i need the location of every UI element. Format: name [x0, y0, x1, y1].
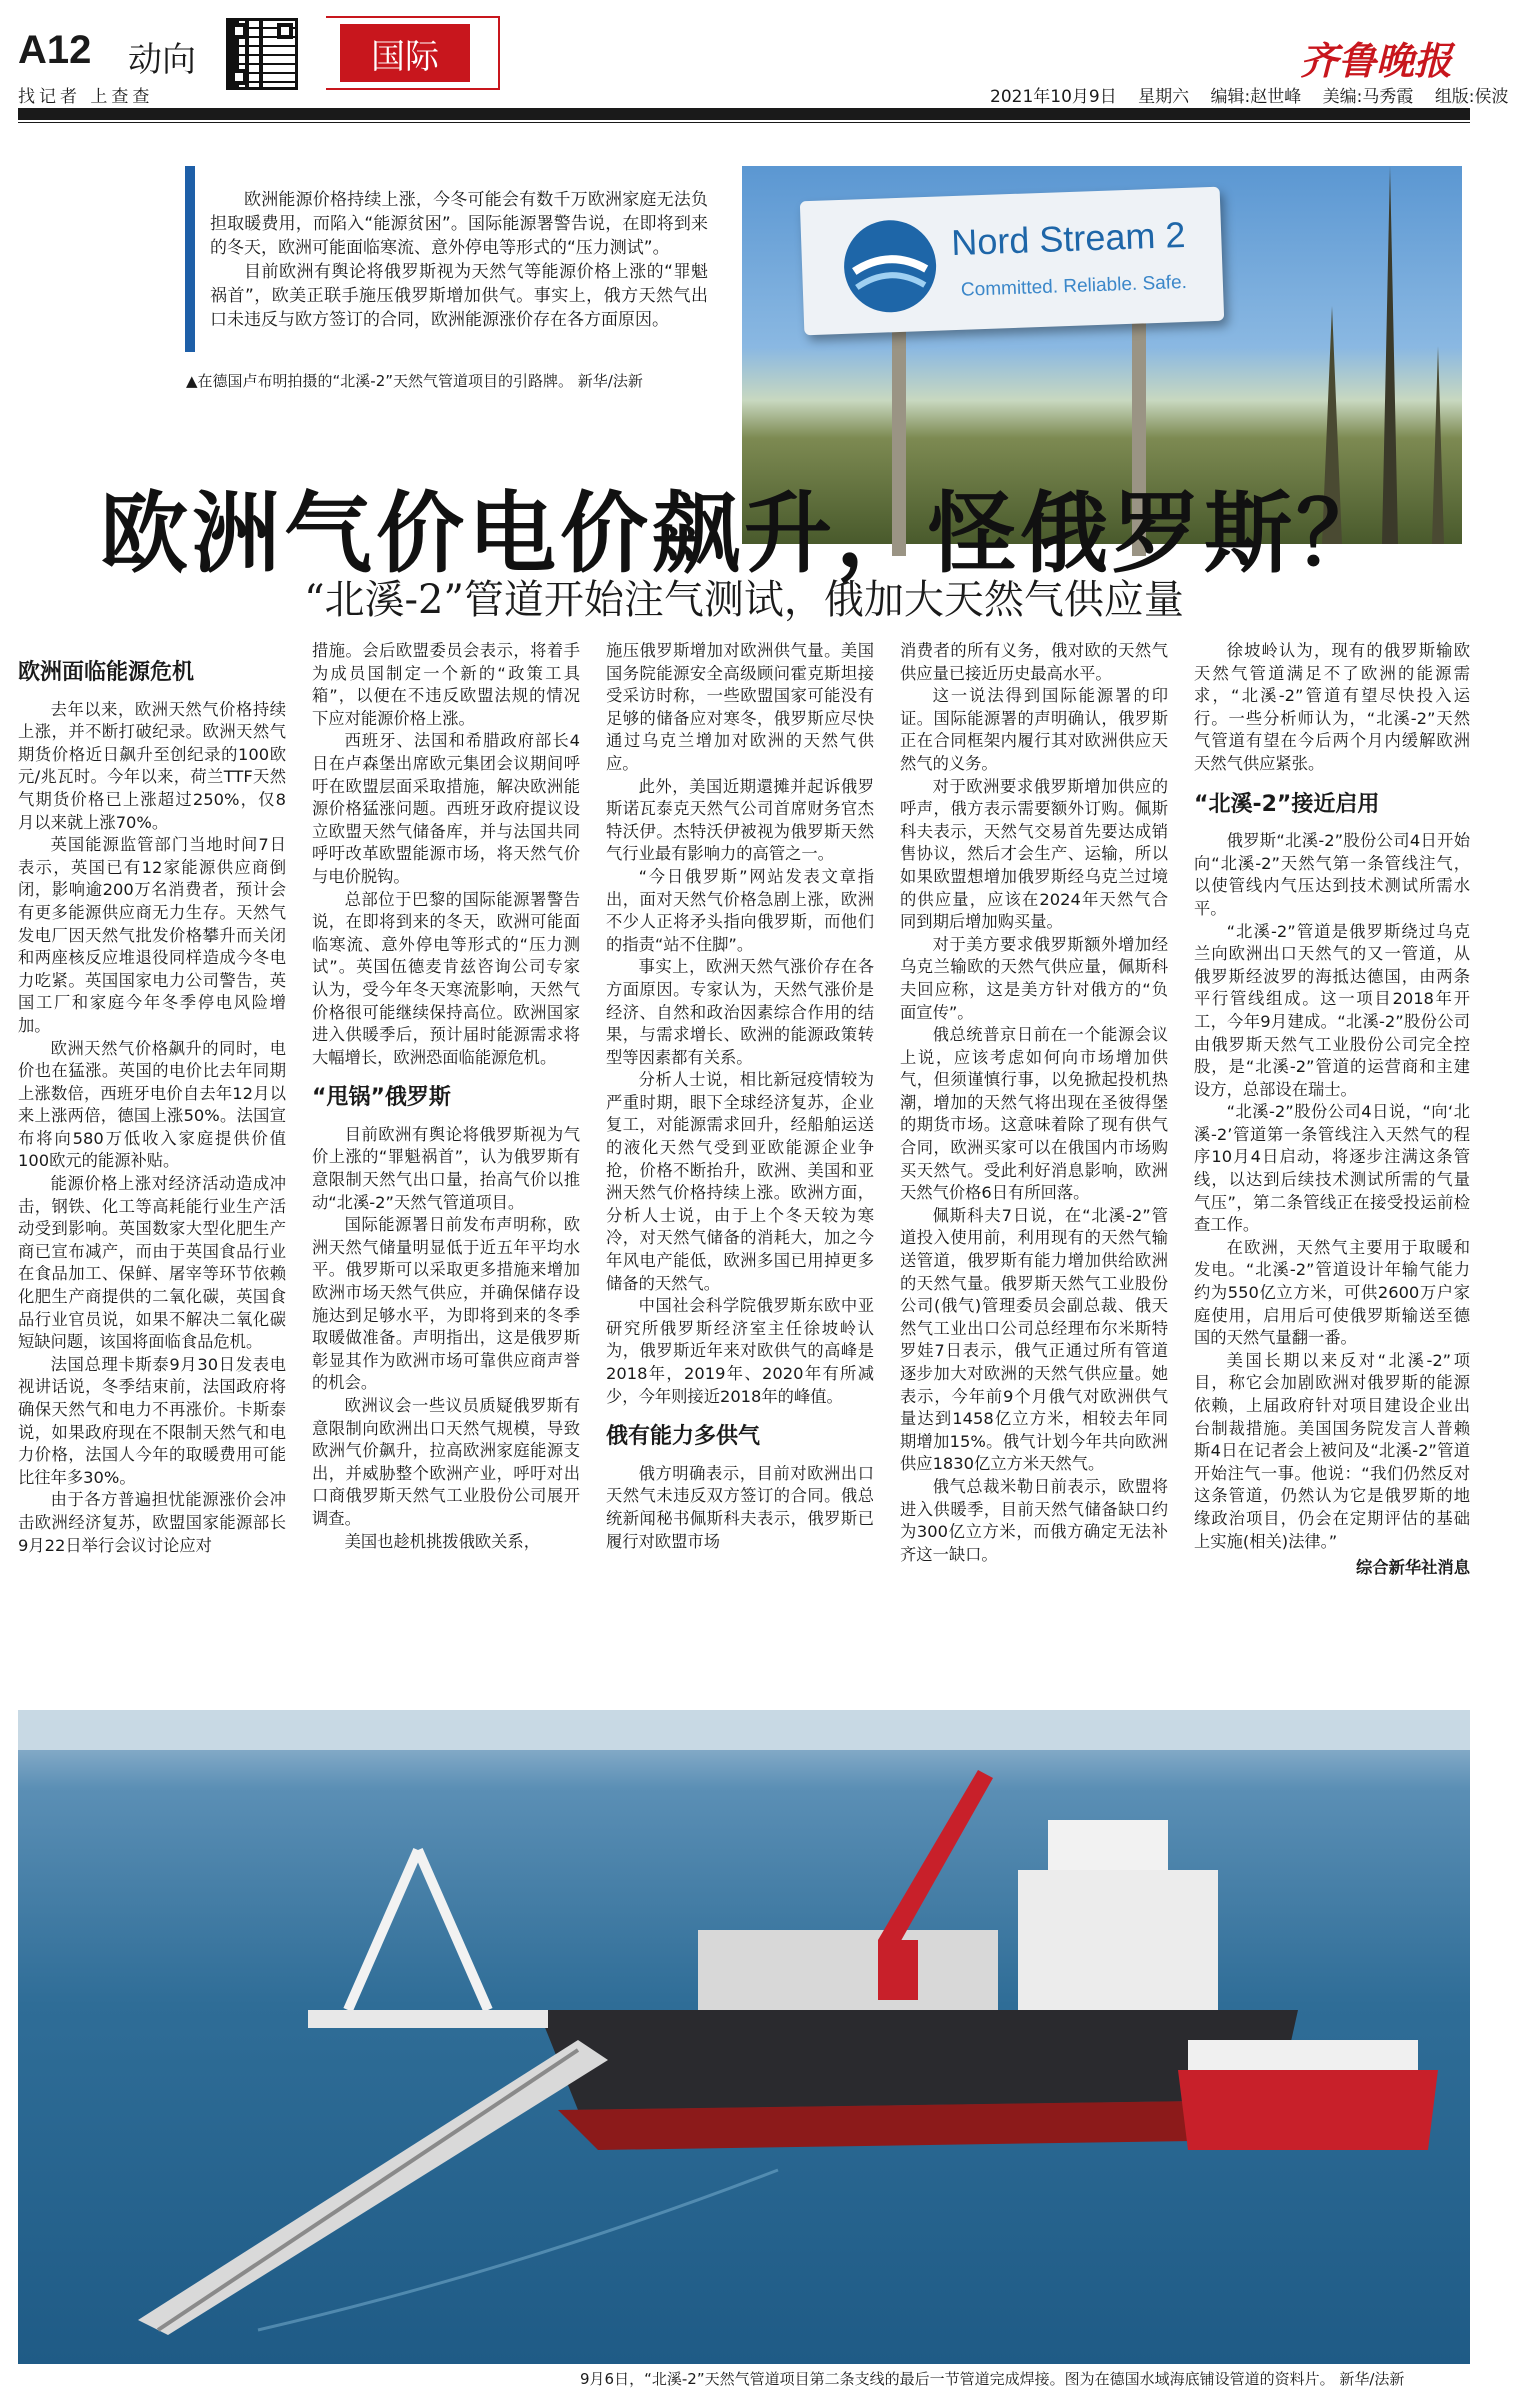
issue-weekday: 星期六	[1138, 87, 1190, 107]
article-paragraph: 对于欧洲要求俄罗斯增加供应的呼声，俄方表示需要额外订购。佩斯科夫表示，天然气交易首先要达成销售协议，然后才会生产、运输，所以如果欧盟想增加俄罗斯经乌克兰过境的供应量，应该在2024年天然气合同到期后增加购买量。	[900, 776, 1168, 932]
bottom-photo-caption: 9月6日，“北溪-2”天然气管道项目第二条支线的最后一节管道完成焊接。图为在德国水域海底铺设管道的资料片。 新华/法新	[580, 2370, 1405, 2388]
section-heading: “甩锅”俄罗斯	[312, 1085, 451, 1111]
editor-credit: 编辑:赵世峰	[1210, 87, 1302, 107]
qr-code-icon[interactable]	[226, 18, 298, 90]
newspaper-logo: 齐鲁晚报	[1300, 38, 1453, 83]
article-column-1	[18, 640, 286, 1557]
header-rule-thin	[18, 122, 1470, 123]
article-paragraph: 去年以来，欧洲天然气价格持续上涨，并不断打破纪录。欧洲天然气期货价格近日飙升至创纪录的100欧元/兆瓦时。今年以来，荷兰TTF天然气期货价格已上涨超过250%，仅8月以来就上涨70%。	[18, 699, 286, 832]
section-heading: 俄有能力多供气	[606, 1424, 761, 1450]
article-paragraph: 俄总统普京日前在一个能源会议上说，应该考虑如何向市场增加供气，但须谨慎行事，以免掀起投机热潮，增加的天然气将出现在圣彼得堡的期货市场。这意味着除了现有供气合同，欧洲买家可以在俄国内市场购买天然气。受此利好消息影响，欧洲天然气价格6日有所回落。	[900, 1025, 1168, 1203]
article-paragraph: 此外，美国近期還摊并起诉俄罗斯诺瓦泰克天然气公司首席财务官杰特沃伊。杰特沃伊被视为俄罗斯天然气行业最有影响力的高管之一。	[606, 776, 874, 864]
intro-lead	[210, 188, 708, 332]
article-paragraph: 英国能源监管部门当地时间7日表示，英国已有12家能源供应商倒闭，影响逾200万名消费者，预计会有更多能源供应商无力生存。天然气发电厂因天然气批发价格攀升而关闭和两座核反应堆退役同样造成今冬电力吃紧。英国国家电力公司警告，英国工厂和家庭今年冬季停电风险增加。	[18, 835, 286, 1035]
article-column-4	[900, 640, 1168, 1566]
article-column-5	[1194, 640, 1470, 1580]
article-paragraph: 俄罗斯“北溪-2”股份公司4日开始向“北溪-2”天然气第一条管线注气，以使管线内气压达到技术测试所需水平。	[1194, 831, 1470, 918]
article-paragraph: 法国总理卡斯泰9月30日发表电视讲话说，冬季结束前，法国政府将确保天然气和电力不再涨价。卡斯泰说，如果政府现在不限制天然气和电力价格，法国人今年的取暖费用可能比往年多30%。	[18, 1354, 286, 1487]
article-paragraph: 消费者的所有义务，俄对欧的天然气供应量已接近历史最高水平。	[900, 641, 1168, 683]
pipe-laying-ship-photo	[18, 1710, 1470, 2364]
section-name: 动向	[128, 40, 196, 80]
article-paragraph: 俄方明确表示，目前对欧洲出口天然气未违反双方签订的合同。俄总统新闻秘书佩斯科夫表示，俄罗斯已履行对欧盟市场	[606, 1463, 874, 1551]
article-paragraph: 这一说法得到国际能源署的印证。国际能源署的声明确认，俄罗斯正在合同框架内履行其对欧洲供应天然气的义务。	[900, 686, 1168, 773]
sign-logo-icon	[840, 217, 939, 316]
ship-illustration	[18, 1710, 1470, 2364]
intro-paragraph: 欧洲能源价格持续上涨，今冬可能会有数千万欧洲家庭无法负担取暖费用，而陷入“能源贫困”。国际能源署警告说，在即将到来的冬天，欧洲可能面临寒流、意外停电等形式的“压力测试”。	[210, 190, 708, 258]
article-paragraph: 美国长期以来反对“北溪-2”项目，称它会加剧欧洲对俄罗斯的能源依赖，上届政府针对项目建设企业出台制裁措施。美国国务院发言人普赖斯4日在记者会上被问及“北溪-2”管道开始注气一事。他说：“我们仍然反对这条管道，仍然认为它是俄罗斯的地缘政治项目，仍会在定期评估的基础上实施(相关)法律。”	[1194, 1350, 1470, 1551]
article-source: 综合新华社消息	[1356, 1558, 1470, 1578]
article-paragraph: “北溪-2”管道是俄罗斯绕过乌克兰向欧洲出口天然气的又一管道，从俄罗斯经波罗的海抵达德国，由两条平行管线组成。这一项目2018年开工，今年9月建成。“北溪-2”股份公司由俄罗斯天然气工业股份公司完全控股，是“北溪-2”管道的运营商和主建设方，总部设在瑞士。	[1194, 921, 1470, 1099]
article-paragraph: 俄气总裁米勒日前表示，欧盟将进入供暖季，目前天然气储备缺口约为300亿立方米，而俄方确定无法补齐这一缺口。	[900, 1476, 1168, 1564]
designer-credit: 美编:马秀霞	[1322, 87, 1414, 107]
sub-headline: “北溪-2”管道开始注气测试，俄加大天然气供应量	[304, 577, 1184, 623]
header-rule	[18, 108, 1470, 120]
proofreader-credit: 组版:侯波	[1434, 87, 1509, 107]
nord-stream-sign	[800, 187, 1224, 336]
article-paragraph: 措施。会后欧盟委员会表示，将着手为成员国制定一个新的“政策工具箱”，以便在不违反欧盟法规的情况下应对能源价格上涨。	[312, 641, 580, 728]
header-meta	[990, 82, 1525, 107]
page-number: A12	[18, 28, 92, 72]
qr-corner-icon	[231, 23, 247, 39]
top-photo-caption: ▲在德国卢布明拍摄的“北溪-2”天然气管道项目的引路牌。 新华/法新	[186, 372, 643, 390]
article-paragraph: 在欧洲，天然气主要用于取暖和发电。“北溪-2”管道设计年输气能力约为550亿立方米，可供2600万户家庭使用，启用后可使俄罗斯输送至德国的天然气量翻一番。	[1194, 1237, 1470, 1348]
qr-corner-icon	[231, 69, 247, 85]
article-paragraph: 中国社会科学院俄罗斯东欧中亚研究所俄罗斯经济室主任徐坡岭认为，俄罗斯近年来对欧供气的高峰是2018年，2019年、2020年有所减少，今年则接近2018年的峰值。	[606, 1296, 874, 1406]
article-paragraph: “今日俄罗斯”网站发表文章指出，面对天然气价格急剧上涨，欧洲不少人正将矛头指向俄罗斯，而他们的指责“站不住脚”。	[606, 866, 874, 954]
article-column-3	[606, 640, 874, 1553]
sign-title: Nord Stream 2	[950, 213, 1186, 264]
article-paragraph: 目前欧洲有舆论将俄罗斯视为气价上涨的“罪魁祸首”，认为俄罗斯有意限制天然气出口量，抬高气价以推动“北溪-2”天然气管道项目。	[312, 1124, 580, 1212]
article-paragraph: 由于各方普遍担忧能源涨价会冲击欧洲经济复苏，欧盟国家能源部长9月22日举行会议讨论应对	[18, 1490, 286, 1555]
article-paragraph: 美国也趁机挑拨俄欧关系，	[344, 1531, 540, 1551]
main-headline: 欧洲气价电价飙升，怪俄罗斯？	[99, 481, 1388, 585]
article-paragraph: 西班牙、法国和希腊政府部长4日在卢森堡出席欧元集团会议期间呼吁在欧盟层面采取措施，解决欧洲能源价格猛涨问题。西班牙政府提议设立欧盟天然气储备库，并与法国共同呼吁改革欧盟能源市场，将天然气价与电价脱钩。	[312, 731, 580, 886]
section-heading: “北溪-2”接近启用	[1194, 791, 1380, 817]
article-paragraph: 欧洲天然气价格飙升的同时，电价也在猛涨。英国的电价比去年同期上涨数倍，西班牙电价自去年12月以来上涨两倍，德国上涨50%。法国宣布将向580万低收入家庭提供价值100欧元的能源补贴。	[18, 1038, 286, 1171]
intro-accent-bar	[185, 166, 195, 352]
article-paragraph: 徐坡岭认为，现有的俄罗斯输欧天然气管道满足不了欧洲的能源需求，“北溪-2”管道有望尽快投入运行。一些分析师认为，“北溪-2”天然气管道有望在今后两个月内缓解欧洲天然气供应紧张。	[1194, 641, 1470, 773]
article-paragraph: 能源价格上涨对经济活动造成冲击，钢铁、化工等高耗能行业生产活动受到影响。英国数家大型化肥生产商已宣布减产，而由于英国食品行业在食品加工、保鲜、屠宰等环节依赖化肥生产商提供的二氧化碳，英国食品行业官员说，如果不解决二氧化碳短缺问题，该国将面临食品危机。	[18, 1174, 286, 1352]
article-paragraph: 总部位于巴黎的国际能源署警告说，在即将到来的冬天，欧洲可能面临寒流、意外停电等形式的“压力测试”。英国伍德麦肯兹咨询公司专家认为，受今年冬天寒流影响，天然气价格很可能继续保持高位。欧洲国家进入供暖季后，预计届时能源需求将大幅增长，欧洲恐面临能源危机。	[312, 889, 580, 1067]
issue-date: 2021年10月9日	[990, 87, 1117, 107]
article-paragraph: 分析人士说，相比新冠疫情较为严重时期，眼下全球经济复苏，企业复工，对能源需求回升，经船舶运送的液化天然气受到亚欧能源企业争抢，价格不断抬升，欧洲、美国和亚洲天然气价格持续上涨。欧洲方面，分析人士说，由于上个冬天较为寒冷，对天然气储备的消耗大，加之今年风电产能低，欧洲多国已用掉更多储备的天然气。	[606, 1070, 874, 1293]
hotline-text: 找记者 上查查	[18, 87, 154, 107]
article-paragraph: 佩斯科夫7日说，在“北溪-2”管道投入使用前，利用现有的天然气输送管道，俄罗斯有能力增加供给欧洲的天然气量。俄罗斯天然气工业股份公司(俄气)管理委员会副总裁、俄天然气工业出口公司总经理布尔米斯特罗娃7日表示，俄气正通过所有管道逐步加大对欧洲的天然气供应量。她表示，今年前9个月俄气对欧洲供气量达到1458亿立方米，相较去年同期增加15%。俄气计划今年共向欧洲供应1830亿立方米天然气。	[900, 1205, 1168, 1474]
section-heading: 欧洲面临能源危机	[18, 660, 195, 685]
article-paragraph: 对于美方要求俄罗斯额外增加经乌克兰输欧的天然气供应量，佩斯科夫回应称，这是美方针对俄方的“负面宣传”。	[900, 934, 1168, 1022]
qr-corner-icon	[277, 23, 293, 39]
article-paragraph: 事实上，欧洲天然气涨价存在各方面原因。专家认为，天然气涨价是经济、自然和政治因素综合作用的结果，与需求增长、欧洲的能源政策转型等因素都有关系。	[606, 957, 874, 1067]
sign-slogan: Committed. Reliable. Safe.	[960, 271, 1188, 301]
article-paragraph: 国际能源署日前发布声明称，欧洲天然气储量明显低于近五年平均水平。俄罗斯可以采取更多措施来增加欧洲市场天然气供应，并确保储存设施达到足够水平，为即将到来的冬季取暖做准备。声明指出，这是俄罗斯彰显其作为欧洲市场可靠供应商声誉的机会。	[312, 1215, 580, 1393]
section-tag: 国际	[340, 24, 470, 82]
article-paragraph: 施压俄罗斯增加对欧洲供气量。美国国务院能源安全高级顾问霍克斯坦接受采访时称，一些欧盟国家可能没有足够的储备应对寒冬，俄罗斯应尽快通过乌克兰增加对欧洲的天然气供应。	[606, 641, 874, 773]
intro-paragraph: 目前欧洲有舆论将俄罗斯视为天然气等能源价格上涨的“罪魁祸首”，欧美正联手施压俄罗斯增加供气。事实上，俄方天然气出口未违反与欧方签订的合同，欧洲能源涨价存在各方面原因。	[210, 262, 708, 330]
article-paragraph: 欧洲议会一些议员质疑俄罗斯有意限制向欧洲出口天然气规模，导致欧洲气价飙升，拉高欧洲家庭能源支出，并威胁整个欧洲产业，呼吁对出口商俄罗斯天然气工业股份公司展开调查。	[312, 1396, 580, 1528]
article-paragraph: “北溪-2”股份公司4日说，“向‘北溪-2’管道第一条管线注入天然气的程序10月4日启动，将逐步注满这条管线，以达到后续技术测试所需的气量气压”，第二条管线正在接受投运前检查工作。	[1194, 1102, 1470, 1235]
article-column-2	[312, 640, 580, 1553]
